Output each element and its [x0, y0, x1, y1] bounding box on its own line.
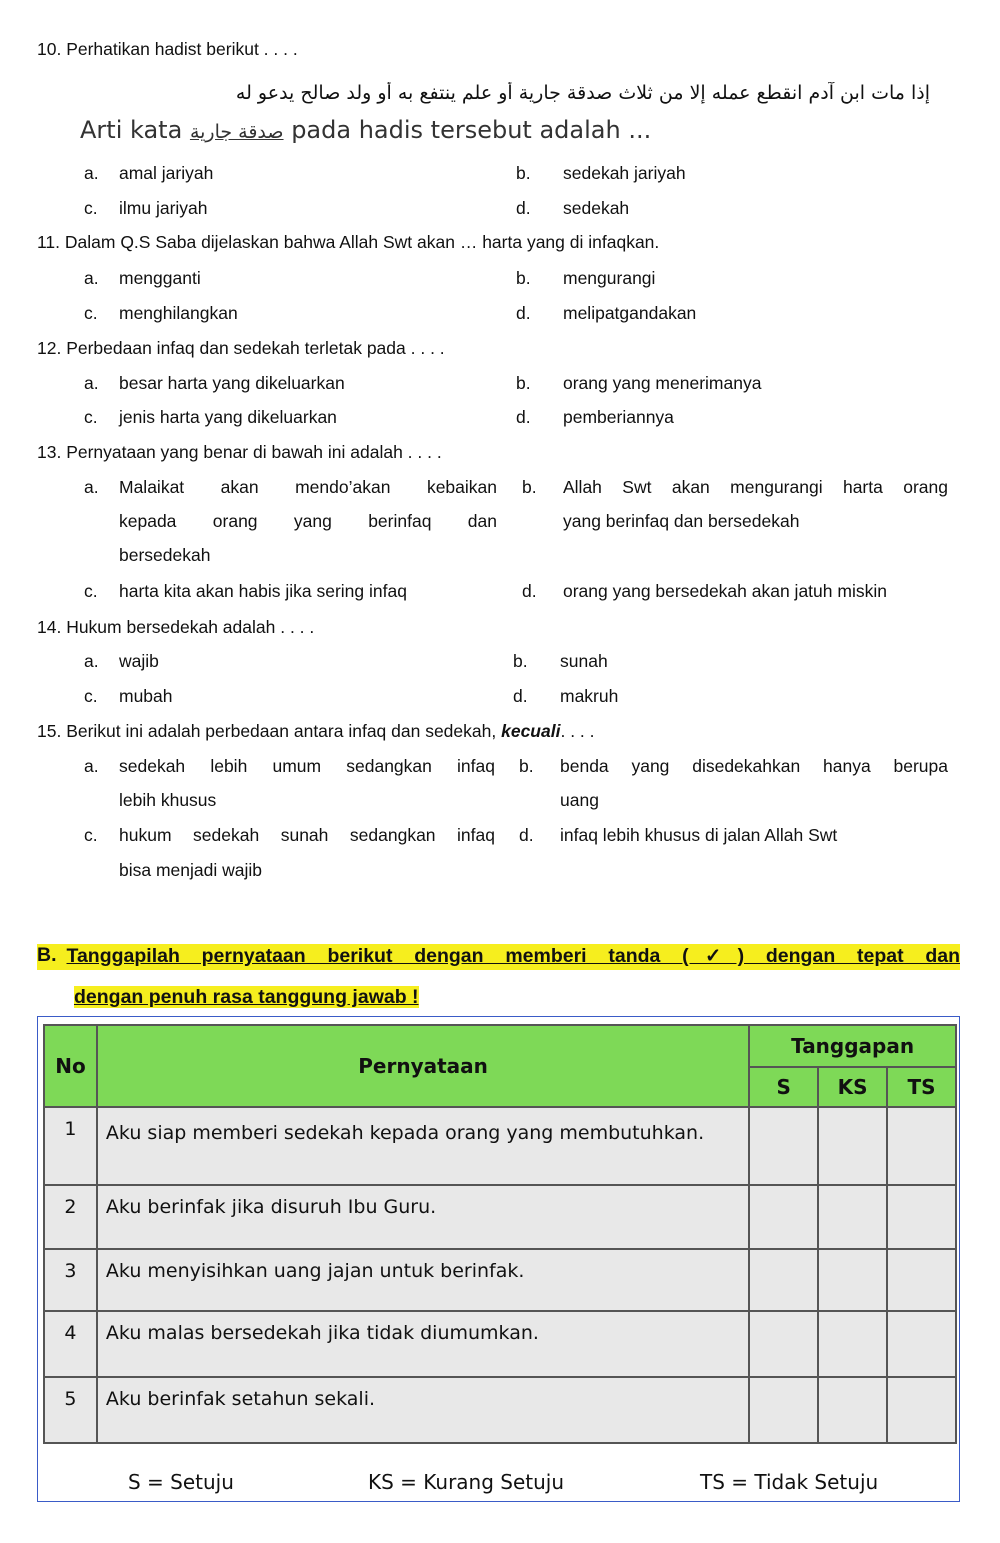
- q10-option-d[interactable]: sedekah: [563, 198, 630, 218]
- q10-option-a[interactable]: amal jariyah: [119, 163, 214, 183]
- row-statement: Aku menyisihkan uang jajan untuk berinfak.: [97, 1249, 749, 1311]
- q11-option-b[interactable]: mengurangi: [563, 268, 656, 288]
- option-letter-d: d.: [516, 303, 531, 323]
- q13-option-a-line1[interactable]: Malaikat akan mendo’akan kebaikan: [119, 477, 497, 497]
- table-row: [44, 1107, 956, 1185]
- option-letter-a: a.: [84, 163, 99, 183]
- header-ts: TS: [887, 1067, 956, 1107]
- option-letter-b: b.: [519, 756, 534, 776]
- question-11-stem: 11. Dalam Q.S Saba dijelaskan bahwa Allah Swt akan … harta yang di infaqkan.: [37, 232, 660, 252]
- row-statement: Aku malas bersedekah jika tidak diumumkan.: [97, 1311, 749, 1377]
- q15-stem-suffix: . . . .: [560, 721, 595, 741]
- q11-option-c[interactable]: menghilangkan: [119, 303, 238, 323]
- q12-option-d[interactable]: pemberiannya: [563, 407, 674, 427]
- option-letter-d: d.: [516, 407, 531, 427]
- response-cell-s[interactable]: [749, 1311, 818, 1377]
- option-letter-a: a.: [84, 756, 99, 776]
- table-row: [44, 1311, 956, 1377]
- arti-suffix: pada hadis tersebut adalah ...: [291, 116, 652, 144]
- header-statement: Pernyataan: [97, 1025, 749, 1107]
- option-letter-d: d.: [516, 198, 531, 218]
- arti-arabic-word: صدقة جارية: [189, 121, 284, 143]
- row-number: 5: [44, 1377, 97, 1443]
- question-10-arti: [80, 116, 651, 144]
- q14-option-a[interactable]: wajib: [119, 651, 159, 671]
- response-cell-ts[interactable]: [887, 1185, 956, 1249]
- header-response: Tanggapan: [749, 1025, 956, 1067]
- q12-option-c[interactable]: jenis harta yang dikeluarkan: [119, 407, 337, 427]
- response-table: [43, 1024, 957, 1444]
- question-15-stem: [37, 721, 595, 742]
- q13-option-a-line3[interactable]: bersedekah: [119, 545, 211, 565]
- q13-option-b-line1[interactable]: Allah Swt akan mengurangi harta orang: [563, 477, 948, 497]
- response-cell-ks[interactable]: [818, 1377, 887, 1443]
- hadith-arabic-text: إذا مات ابن آدم انقطع عمله إلا من ثلاث صدقة جارية أو علم ينتفع به أو ولد صالح يدعو له: [235, 82, 930, 104]
- response-cell-ks[interactable]: [818, 1185, 887, 1249]
- row-number: 1: [44, 1107, 97, 1185]
- header-ks: KS: [818, 1067, 887, 1107]
- option-letter-c: c.: [84, 686, 98, 706]
- option-letter-c: c.: [84, 825, 98, 845]
- q13-option-c[interactable]: harta kita akan habis jika sering infaq: [119, 581, 407, 601]
- q11-option-a[interactable]: mengganti: [119, 268, 201, 288]
- option-letter-a: a.: [84, 651, 99, 671]
- q15-option-b-line2[interactable]: uang: [560, 790, 599, 810]
- section-b-line2: dengan penuh rasa tanggung jawab !: [74, 986, 419, 1008]
- question-13-stem: 13. Pernyataan yang benar di bawah ini adalah . . . .: [37, 442, 442, 462]
- option-letter-d: d.: [513, 686, 528, 706]
- response-cell-s[interactable]: [749, 1107, 818, 1185]
- q13-option-b-line2[interactable]: yang berinfaq dan bersedekah: [563, 511, 800, 531]
- option-letter-b: b.: [516, 373, 531, 393]
- table-row: [44, 1185, 956, 1249]
- option-letter-b: b.: [513, 651, 528, 671]
- option-letter-b: b.: [522, 477, 537, 497]
- q15-option-c-line1[interactable]: hukum sedekah sunah sedangkan infaq: [119, 825, 495, 845]
- section-b-line1: Tanggapilah pernyataan berikut dengan memberi tanda (✓) dengan tepat dan: [66, 945, 960, 967]
- q15-option-a-line1[interactable]: sedekah lebih umum sedangkan infaq: [119, 756, 495, 776]
- option-letter-d: d.: [519, 825, 534, 845]
- q15-stem-prefix: 15. Berikut ini adalah perbedaan antara infaq dan sedekah,: [37, 721, 497, 741]
- q15-option-b-line1[interactable]: benda yang disedekahkan hanya berupa: [560, 756, 948, 776]
- q14-option-c[interactable]: mubah: [119, 686, 173, 706]
- q15-option-c-line2[interactable]: bisa menjadi wajib: [119, 860, 262, 880]
- response-cell-ks[interactable]: [818, 1311, 887, 1377]
- response-cell-ts[interactable]: [887, 1377, 956, 1443]
- q14-option-d[interactable]: makruh: [560, 686, 619, 706]
- table-row: [44, 1377, 956, 1443]
- question-10-stem: 10. Perhatikan hadist berikut . . . .: [37, 39, 298, 59]
- q10-option-c[interactable]: ilmu jariyah: [119, 198, 208, 218]
- question-14-stem: 14. Hukum bersedekah adalah . . . .: [37, 617, 315, 637]
- response-cell-ts[interactable]: [887, 1311, 956, 1377]
- option-letter-b: b.: [516, 268, 531, 288]
- row-number: 2: [44, 1185, 97, 1249]
- q15-stem-emphasis: kecuali: [501, 721, 561, 741]
- response-cell-s[interactable]: [749, 1185, 818, 1249]
- response-cell-s[interactable]: [749, 1249, 818, 1311]
- question-12-stem: 12. Perbedaan infaq dan sedekah terletak pada . . . .: [37, 338, 445, 358]
- option-letter-a: a.: [84, 373, 99, 393]
- response-cell-ts[interactable]: [887, 1249, 956, 1311]
- q14-option-b[interactable]: sunah: [560, 651, 608, 671]
- option-letter-c: c.: [84, 407, 98, 427]
- row-statement: Aku siap memberi sedekah kepada orang yang membutuhkan.: [97, 1107, 749, 1185]
- q10-option-b[interactable]: sedekah jariyah: [563, 163, 686, 183]
- option-letter-c: c.: [84, 198, 98, 218]
- response-cell-ks[interactable]: [818, 1249, 887, 1311]
- header-s: S: [749, 1067, 818, 1107]
- table-row: [44, 1249, 956, 1311]
- legend-ks: KS = Kurang Setuju: [368, 1470, 565, 1494]
- option-letter-a: a.: [84, 477, 99, 497]
- legend-ts: TS = Tidak Setuju: [700, 1470, 879, 1494]
- q15-option-a-line2[interactable]: lebih khusus: [119, 790, 217, 810]
- q13-option-d[interactable]: orang yang bersedekah akan jatuh miskin: [563, 581, 887, 601]
- option-letter-b: b.: [516, 163, 531, 183]
- section-b-label: B.: [37, 944, 57, 966]
- option-letter-c: c.: [84, 581, 98, 601]
- option-letter-c: c.: [84, 303, 98, 323]
- row-statement: Aku berinfak setahun sekali.: [97, 1377, 749, 1443]
- response-cell-ts[interactable]: [887, 1107, 956, 1185]
- option-letter-a: a.: [84, 268, 99, 288]
- legend-s: S = Setuju: [128, 1470, 234, 1494]
- q12-option-b[interactable]: orang yang menerimanya: [563, 373, 762, 393]
- header-no: No: [44, 1025, 97, 1107]
- q12-option-a[interactable]: besar harta yang dikeluarkan: [119, 373, 345, 393]
- q13-option-a-line2[interactable]: kepada orang yang berinfaq dan: [119, 511, 497, 531]
- row-number: 3: [44, 1249, 97, 1311]
- q15-option-d[interactable]: infaq lebih khusus di jalan Allah Swt: [560, 825, 838, 845]
- row-statement: Aku berinfak jika disuruh Ibu Guru.: [97, 1185, 749, 1249]
- arti-prefix: Arti kata: [80, 116, 183, 144]
- q11-option-d[interactable]: melipatgandakan: [563, 303, 697, 323]
- response-cell-ks[interactable]: [818, 1107, 887, 1185]
- option-letter-d: d.: [522, 581, 537, 601]
- row-number: 4: [44, 1311, 97, 1377]
- response-cell-s[interactable]: [749, 1377, 818, 1443]
